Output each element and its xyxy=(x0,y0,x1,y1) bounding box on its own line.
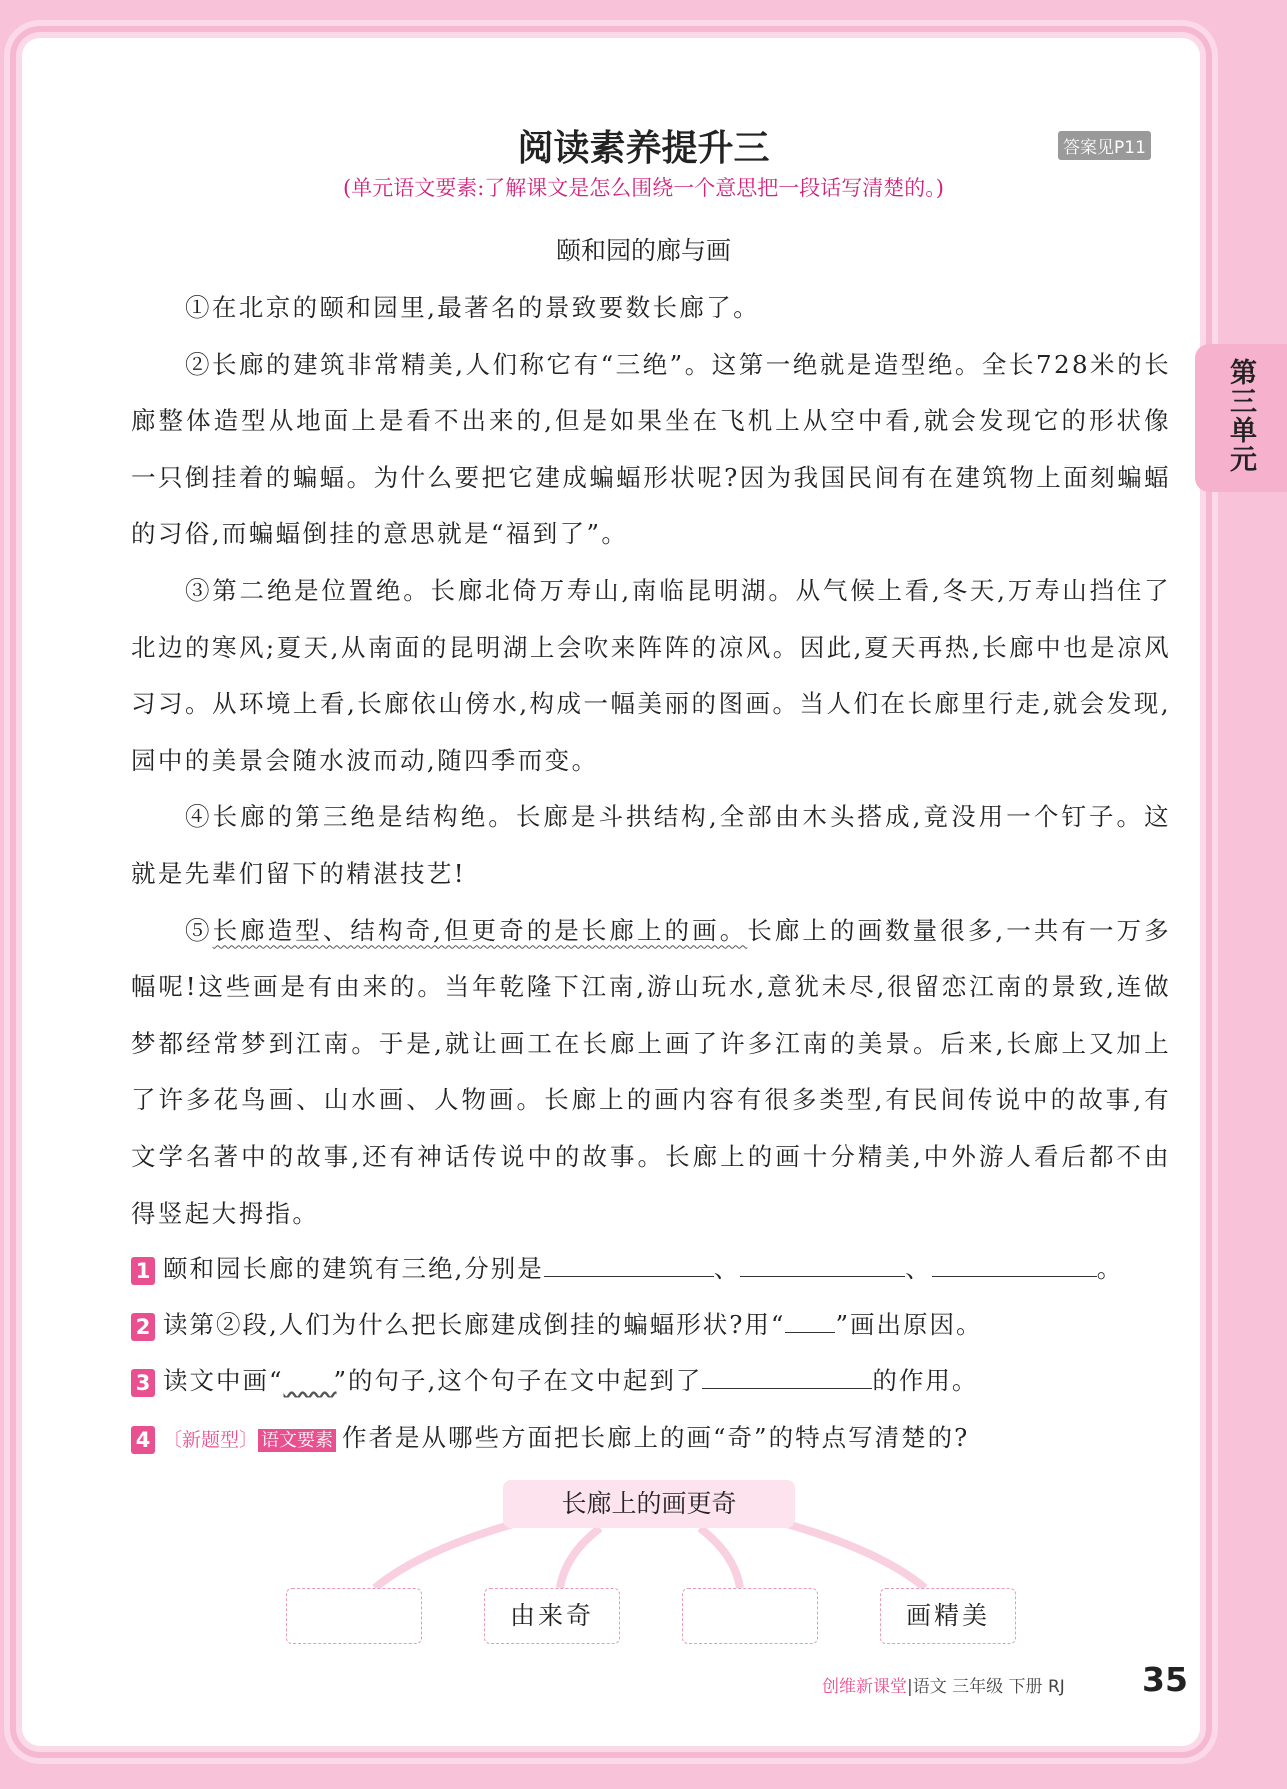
connector-line xyxy=(780,1522,925,1588)
diagram-leaf-blank[interactable] xyxy=(682,1588,818,1644)
period: 。 xyxy=(1096,1254,1124,1283)
question-text: 作者是从哪些方面把长廊上的画“奇”的特点写清楚的? xyxy=(342,1423,970,1452)
diagram-leaf-blank[interactable] xyxy=(286,1588,422,1644)
question-text: 读第②段,人们为什么把长廊建成倒挂的蝙蝠形状?用“ xyxy=(163,1310,786,1339)
question-number-badge: 1 xyxy=(131,1257,155,1285)
diagram-leaf: 画精美 xyxy=(880,1588,1016,1644)
footer-brand: 创维新课堂 xyxy=(822,1677,907,1697)
question-text: ”的句子,这个句子在文中起到了 xyxy=(333,1366,703,1395)
new-type-tag: 〔新题型〕 xyxy=(163,1429,259,1451)
answer-reference-badge: 答案见P11 xyxy=(1058,131,1151,160)
paragraph-4: ④长廊的第三绝是结构绝。长廊是斗拱结构,全部由木头搭成,竟没用一个钉子。这就是先辈们留下的精湛技艺! xyxy=(131,802,1171,888)
question-text: 的作用。 xyxy=(872,1366,979,1395)
question-text: 读文中画“ xyxy=(163,1366,284,1395)
paragraph-5-rest: 长廊上的画数量很多,一共有一万多幅呢!这些画是有由来的。当年乾隆下江南,游山玩水,意犹未尽,很留恋江南的景致,连做梦都经常梦到江南。于是,就让画工在长廊上画了许多江南的美景。后来,长廊上又加上了许多花鸟画、山水画、人物画。长廊上的画内容有很多类型,有民间传说中的故事,有文学名著中的故事,还有神话传说中的故事。长廊上的画十分精美,中外游人看后都不由得竖起大拇指。 xyxy=(131,915,1171,1228)
wavy-underlined-sentence: 长廊造型、结构奇,但更奇的是长廊上的画。 xyxy=(212,915,748,945)
question-number-badge: 2 xyxy=(131,1313,155,1341)
paragraph-5-number: ⑤ xyxy=(185,915,213,945)
paragraph-2: ②长廊的建筑非常精美,人们称它有“三绝”。这第一绝就是造型绝。全长728米的长廊整体造型从地面上是看不出来的,但是如果坐在飞机上从空中看,就会发现它的形状像一只倒挂着的蝙蝠。为什么要把它建成蝙蝠形状呢?因为我国民间有在建筑物上面刻蝙蝠的习俗,而蝙蝠倒挂的意思就是“福到了”。 xyxy=(131,349,1171,549)
diagram-leaf: 由来奇 xyxy=(484,1588,620,1644)
connector-line xyxy=(560,1528,600,1588)
question-text: 颐和园长廊的建筑有三绝,分别是 xyxy=(163,1254,544,1283)
connector-line xyxy=(375,1522,520,1588)
page-title: 阅读素养提升三 xyxy=(517,128,770,169)
question-number-badge: 4 xyxy=(131,1426,155,1454)
paragraph-1: ①在北京的颐和园里,最著名的景致要数长廊了。 xyxy=(185,293,761,322)
article-title: 颐和园的廊与画 xyxy=(555,236,731,265)
page-number: 35 xyxy=(1142,1660,1188,1699)
connector-line xyxy=(700,1528,740,1588)
footer xyxy=(822,1672,1065,1697)
diagram-root-node: 长廊上的画更奇 xyxy=(503,1480,795,1528)
unit-element-subtitle: (单元语文要素:了解课文是怎么围绕一个意思把一段话写清楚的。) xyxy=(343,176,944,200)
unit-tab-label: 第三单元 xyxy=(1225,358,1256,474)
question-number-badge: 3 xyxy=(131,1369,155,1397)
separator: 、 xyxy=(905,1254,932,1283)
question-text: ”画出原因。 xyxy=(835,1310,983,1339)
separator: 、 xyxy=(713,1254,741,1283)
footer-info: |语文 三年级 下册 RJ xyxy=(907,1677,1065,1697)
paragraph-3: ③第二绝是位置绝。长廊北倚万寿山,南临昆明湖。从气候上看,冬天,万寿山挡住了北边的寒风;夏天,从南面的昆明湖上会吹来阵阵的凉风。因此,夏天再热,长廊中也是凉风习习。从环境上看,长廊依山傍水,构成一幅美丽的图画。当人们在长廊里行走,就会发现,园中的美景会随水波而动,随四季而变。 xyxy=(131,575,1171,775)
language-element-tag: 语文要素 xyxy=(258,1429,336,1452)
